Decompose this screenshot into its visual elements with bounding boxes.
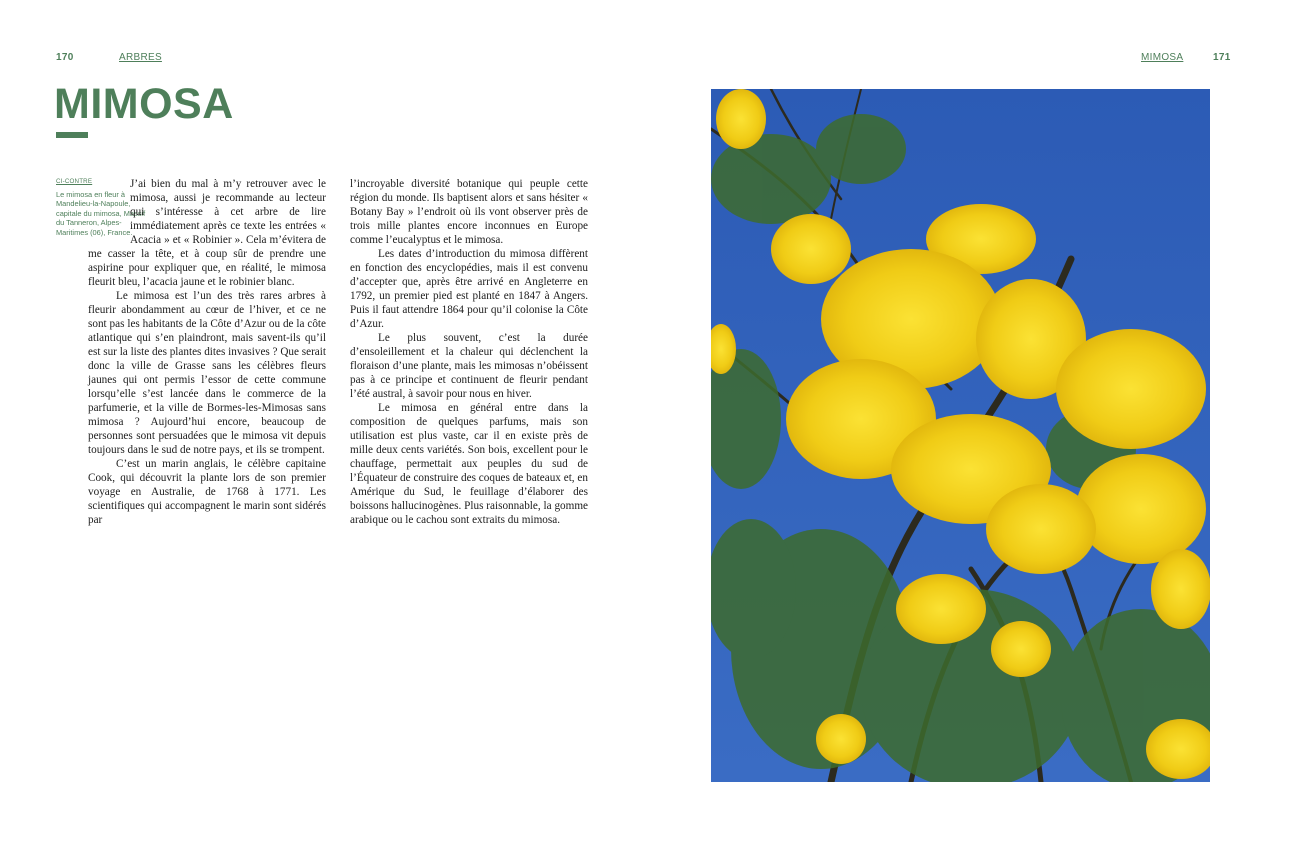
text-column-2	[350, 177, 588, 527]
section-label-right: MIMOSA	[1141, 52, 1184, 63]
mimosa-photo	[711, 89, 1210, 782]
paragraph: l’incroyable diversité botanique qui peuple cette région du monde. Ils baptisent alors et sans hésiter « Botany Bay » l’endroit où ils vont observer près de trois mille plantes encore inconnues en Europe comme l’eucalyptus et le mimosa.	[350, 178, 588, 246]
caption-text: Le mimosa en fleur à Mandelieu-la-Napoule, capitale du mimosa, Massif du Tanneron, Alpes-Maritimes (06), France.	[56, 189, 146, 237]
paragraph: Le mimosa en général entre dans la composition de quelques parfums, mais son utilisation est plus vaste, car il en existe près de mille deux cents variétés. Son bois, excellent pour le chauffage, permettait aux peuples du sud de l’Équateur de construire des coques de bateaux et, en Amérique du Sud, le feuillage d’élaborer des boissons hallucinogènes. Plus raisonnable, la gomme arabique ou le cachou sont extraits du mimosa.	[350, 402, 588, 526]
paragraph: Le mimosa est l’un des très rares arbres à fleurir abondamment au cœur de l’hiver, et ce ne sont pas les habitants de la Côte d’Azur ou de la côte atlantique qui s’en plaindront, mais savent-ils qu’il est sur la liste des plantes dites invasives ? Que serait donc la ville de Grasse sans les célèbres fleurs jaunes qui ont permis l’essor de cette commune lorsqu’elle s’est lancée dans le commerce de la parfumerie, et la ville de Bormes-les-Mimosas sans mimosa ? Aujourd’hui encore, beaucoup de personnes sont persuadées que le mimosa vit depuis toujours dans le sud de notre pays, et ils se trompent.	[88, 290, 326, 456]
text-column-1	[88, 177, 326, 527]
paragraph: C’est un marin anglais, le célèbre capitaine Cook, qui découvrit la plante lors de son premier voyage en Australie, de 1768 à 1771. Les scientifiques qui accompagnent le marin sont sidérés par	[88, 458, 326, 526]
caption-label: CI-CONTRE	[56, 178, 93, 185]
paragraph: Les dates d’introduction du mimosa diffèrent en fonction des encyclopédies, mais il est convenu d’accepter que, après être arrivé en Angleterre en 1792, un premier pied est planté en 1847 à Angers. Puis il faut attendre 1864 pour qu’il colonise la Côte d’Azur.	[350, 248, 588, 330]
paragraph: J’ai bien du mal à m’y retrouver avec le mimosa, aussi je recommande au lecteur qui s’intéresse à cet arbre de lire immédiatement après ce texte les entrées « Acacia » et « Robinier ». Cela m’évitera de me casser la tête, et à coup sûr de prendre une aspirine pour expliquer que, en réalité, le mimosa fleurit bleu, l’acacia jaune et le robinier blanc.	[88, 178, 326, 288]
caption-wrap-space	[58, 177, 130, 247]
page-title: MIMOSA	[54, 80, 234, 128]
section-label-left: ARBRES	[119, 52, 162, 63]
page-number-right: 171	[1213, 52, 1231, 63]
title-underline	[56, 132, 88, 138]
page-number-left: 170	[56, 52, 74, 63]
paragraph: Le plus souvent, c’est la durée d’ensoleillement et la chaleur qui déclenchent la floraison d’une plante, mais les mimosas n’obéissent pas à ce principe et continuent de fleurir pendant l’été austral, à savoir pour nous en hiver.	[350, 332, 588, 400]
